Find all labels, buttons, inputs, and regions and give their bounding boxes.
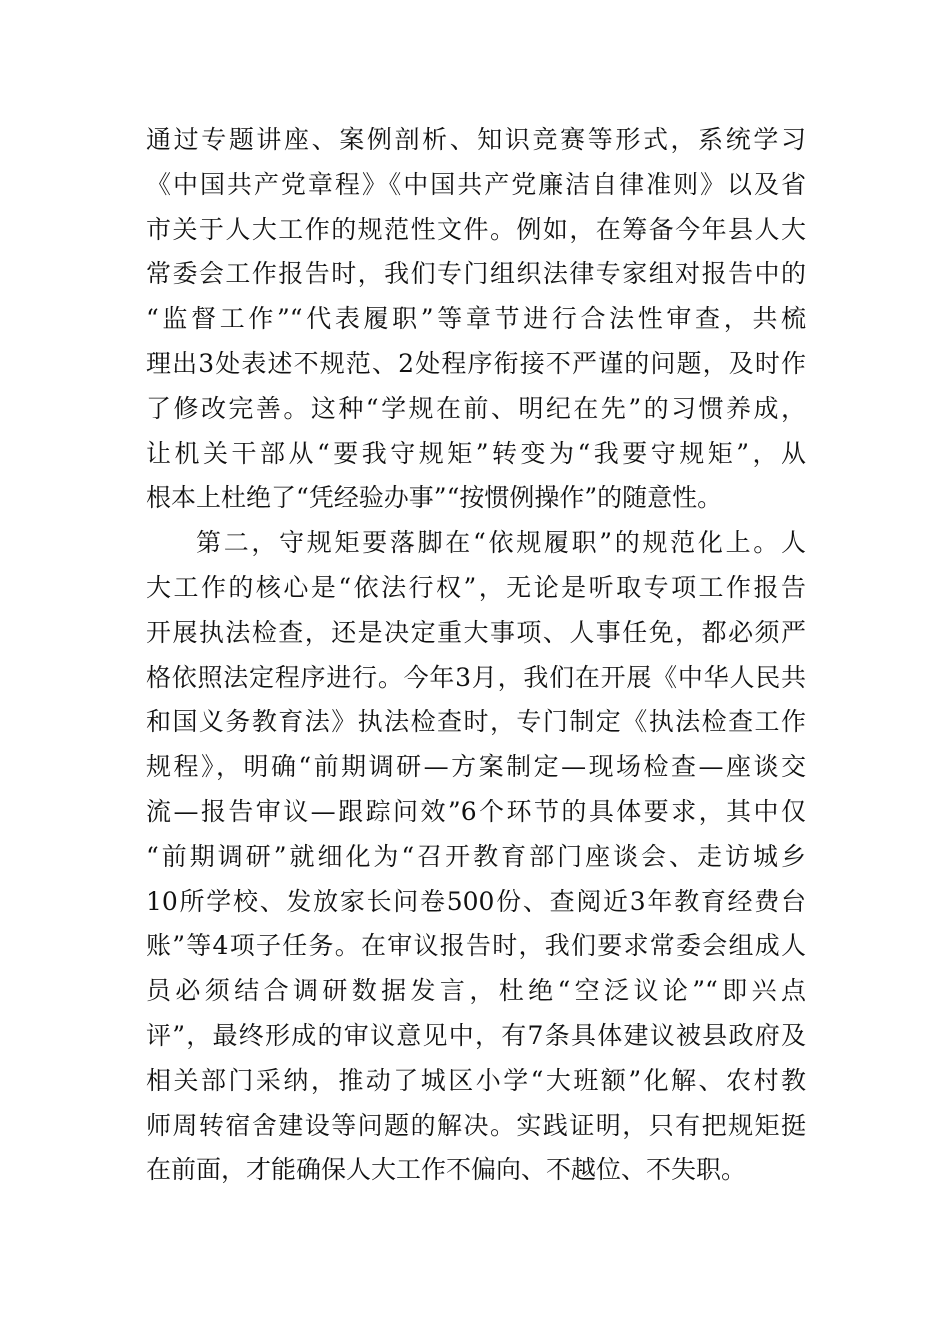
text-line: 10所学校、发放家长问卷500份、查阅近3年教育经费台 xyxy=(146,886,806,916)
text-line: 了修改完善。这种“学规在前、明纪在先”的习惯养成， xyxy=(146,393,806,423)
text-line: “监督工作”“代表履职”等章节进行合法性审查，共梳 xyxy=(146,304,806,334)
text-line: 通过专题讲座、案例剖析、知识竞赛等形式，系统学习 xyxy=(146,125,806,154)
text-line: 常委会工作报告时，我们专门组织法律专家组对报告中的 xyxy=(146,259,806,289)
text-line: 流—报告审议—跟踪问效”6个环节的具体要求，其中仅 xyxy=(146,796,806,826)
text-line: 师周转宿舍建设等问题的解决。实践证明，只有把规矩挺 xyxy=(146,1110,806,1140)
text-line: 规程》，明确“前期调研—方案制定—现场检查—座谈交 xyxy=(146,752,806,782)
text-line: 格依照法定程序进行。今年3月，我们在开展《中华人民共 xyxy=(146,662,806,692)
text-line: 大工作的核心是“依法行权”，无论是听取专项工作报告 xyxy=(146,572,806,602)
text-line: 和国义务教育法》执法检查时，专门制定《执法检查工作 xyxy=(146,707,806,737)
body-text xyxy=(146,118,806,1193)
text-line: 开展执法检查，还是决定重大事项、人事任免，都必须严 xyxy=(146,617,806,647)
text-line: 员必须结合调研数据发言，杜绝“空泛议论”“即兴点 xyxy=(146,976,806,1006)
text-line: 理出3处表述不规范、2处程序衔接不严谨的问题，及时作 xyxy=(146,348,806,378)
text-line: 账”等4项子任务。在审议报告时，我们要求常委会组成人 xyxy=(146,931,806,961)
text-line: 市关于人大工作的规范性文件。例如，在筹备今年县人大 xyxy=(146,214,806,244)
text-line: 让机关干部从“要我守规矩”转变为“我要守规矩”，从 xyxy=(146,438,806,468)
text-line: 评”，最终形成的审议意见中，有7条具体建议被县政府及 xyxy=(146,1020,806,1050)
paragraph xyxy=(146,118,806,521)
paragraph xyxy=(146,521,806,1193)
text-line: 相关部门采纳，推动了城区小学“大班额”化解、农村教 xyxy=(146,1065,806,1095)
text-line: 在前面，才能确保人大工作不偏向、不越位、不失职。 xyxy=(146,1155,747,1185)
text-line: 根本上杜绝了“凭经验办事”“按惯例操作”的随意性。 xyxy=(146,483,723,513)
text-line: “前期调研”就细化为“召开教育部门座谈会、走访城乡 xyxy=(146,841,806,871)
text-line: 第二，守规矩要落脚在“依规履职”的规范化上。人 xyxy=(196,528,806,558)
text-line: 《中国共产党章程》《中国共产党廉洁自律准则》以及省 xyxy=(146,169,806,199)
